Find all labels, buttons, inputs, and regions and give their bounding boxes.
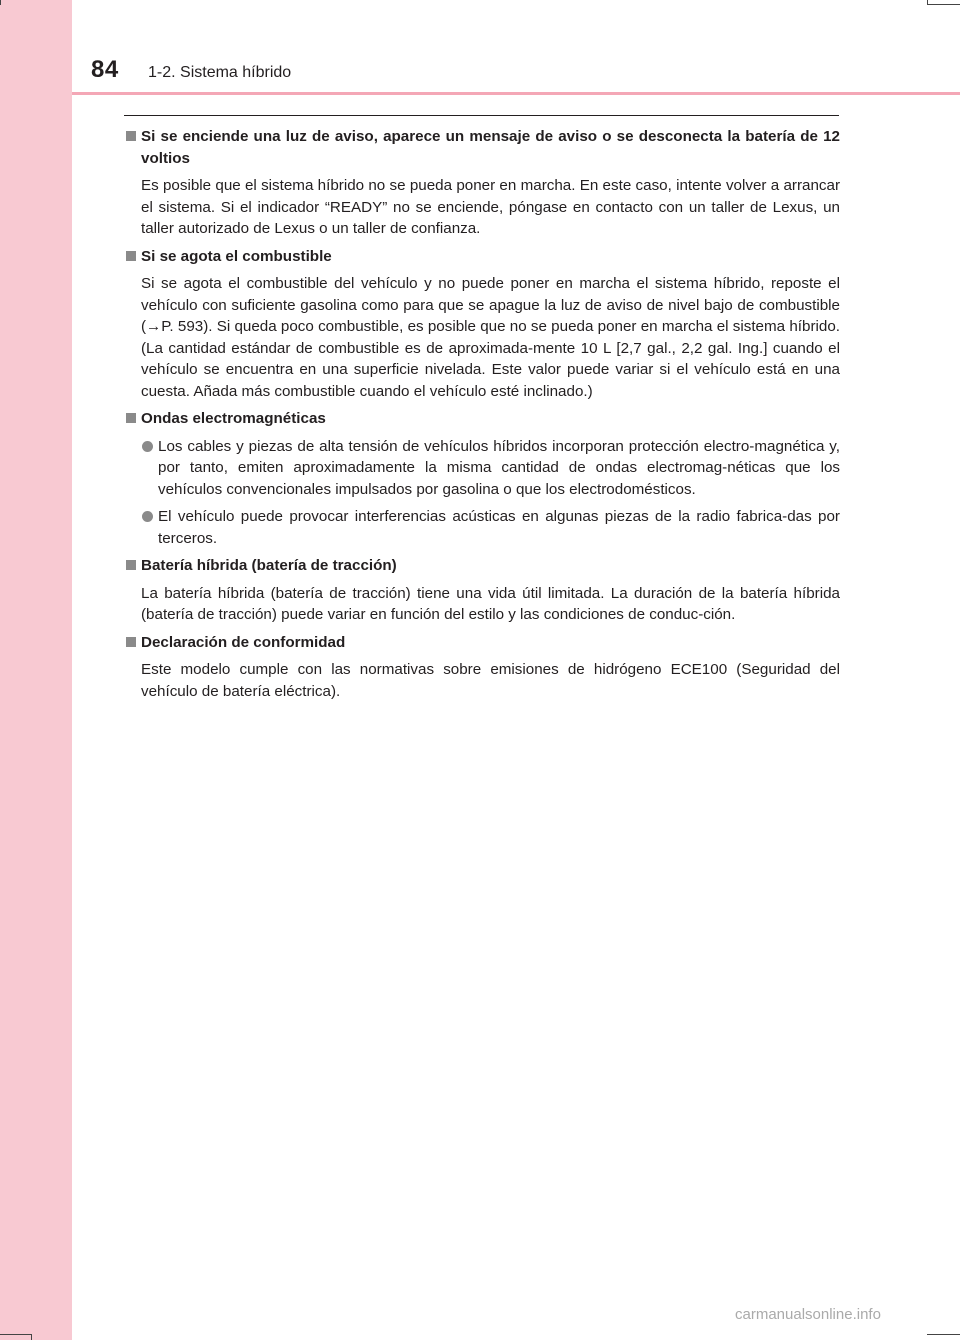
section-body: Este modelo cumple con las normativas sobre emisiones de hidrógeno ECE100 (Seguridad del vehículo de batería eléctrica). <box>141 661 840 700</box>
list-item: Los cables y piezas de alta tensión de vehículos híbridos incorporan protección electro-magnética y, por tanto, emiten aproximadamente la misma cantidad de ondas electromag-néticas que los vehículos convencionales impulsados por gasolina o que los electrodomésticos. <box>141 436 840 501</box>
section-heading: Si se agota el combustible <box>124 246 840 268</box>
round-bullet-icon <box>142 511 153 522</box>
crop-mark-top-right-h <box>927 4 960 5</box>
side-color-band <box>0 0 72 1340</box>
main-content <box>124 126 840 708</box>
section-conformity <box>124 632 840 703</box>
section-fuel <box>124 246 840 403</box>
section-body: La batería híbrida (batería de tracción) tiene una vida útil limitada. La duración de la batería híbrida (batería de tracción) puede variar en función del estilo y las condiciones de conduc-ción. <box>141 584 840 623</box>
round-bullet-icon <box>142 441 153 452</box>
square-bullet-icon <box>126 637 136 647</box>
square-bullet-icon <box>126 251 136 261</box>
section-heading: Batería híbrida (batería de tracción) <box>124 555 840 577</box>
content-top-rule <box>124 115 839 116</box>
crop-mark-bottom-left-h <box>0 1334 32 1335</box>
section-heading: Si se enciende una luz de aviso, aparece un mensaje de aviso o se desconecta la batería de 12 voltios <box>124 126 840 169</box>
section-body: Si se agota el combustible del vehículo y no puede poner en marcha el sistema híbrido, reposte el vehículo con suficiente gasolina como para que se apague la luz de aviso de nivel bajo de combustible (→P. 593). Si queda poco combustible, es posible que no se pueda poner en marcha el sistema híbrido. (La cantidad estándar de combustible es de aproximada-mente 10 L [2,7 gal., 2,2 gal. Ing.] cuando el vehículo se encuentra en una superficie nivelada. Este valor puede variar si el vehículo está en una cuesta. Añada más combustible cuando el vehículo esté inclinado.) <box>141 275 840 400</box>
section-heading: Ondas electromagnéticas <box>124 408 840 430</box>
page-number: 84 <box>91 56 119 83</box>
watermark-credit: carmanualsonline.info <box>735 1306 881 1323</box>
list-item: El vehículo puede provocar interferencias acústicas en algunas piezas de la radio fabrica-das por terceros. <box>141 506 840 549</box>
section-title: 1-2. Sistema híbrido <box>148 64 292 81</box>
square-bullet-icon <box>126 560 136 570</box>
square-bullet-icon <box>126 413 136 423</box>
section-electromagnetic <box>124 408 840 549</box>
header-rule <box>72 92 960 95</box>
crop-mark-top-left <box>0 0 1 5</box>
crop-mark-bottom-right-h <box>927 1334 960 1335</box>
section-warning-light <box>124 126 840 240</box>
section-body: Es posible que el sistema híbrido no se pueda poner en marcha. En este caso, intente volver a arrancar el sistema. Si el indicador “READY” no se enciende, póngase en contacto con un taller de Lexus, un taller autorizado de Lexus o un taller de confianza. <box>141 177 840 237</box>
square-bullet-icon <box>126 131 136 141</box>
section-hybrid-battery <box>124 555 840 626</box>
section-heading: Declaración de conformidad <box>124 632 840 654</box>
